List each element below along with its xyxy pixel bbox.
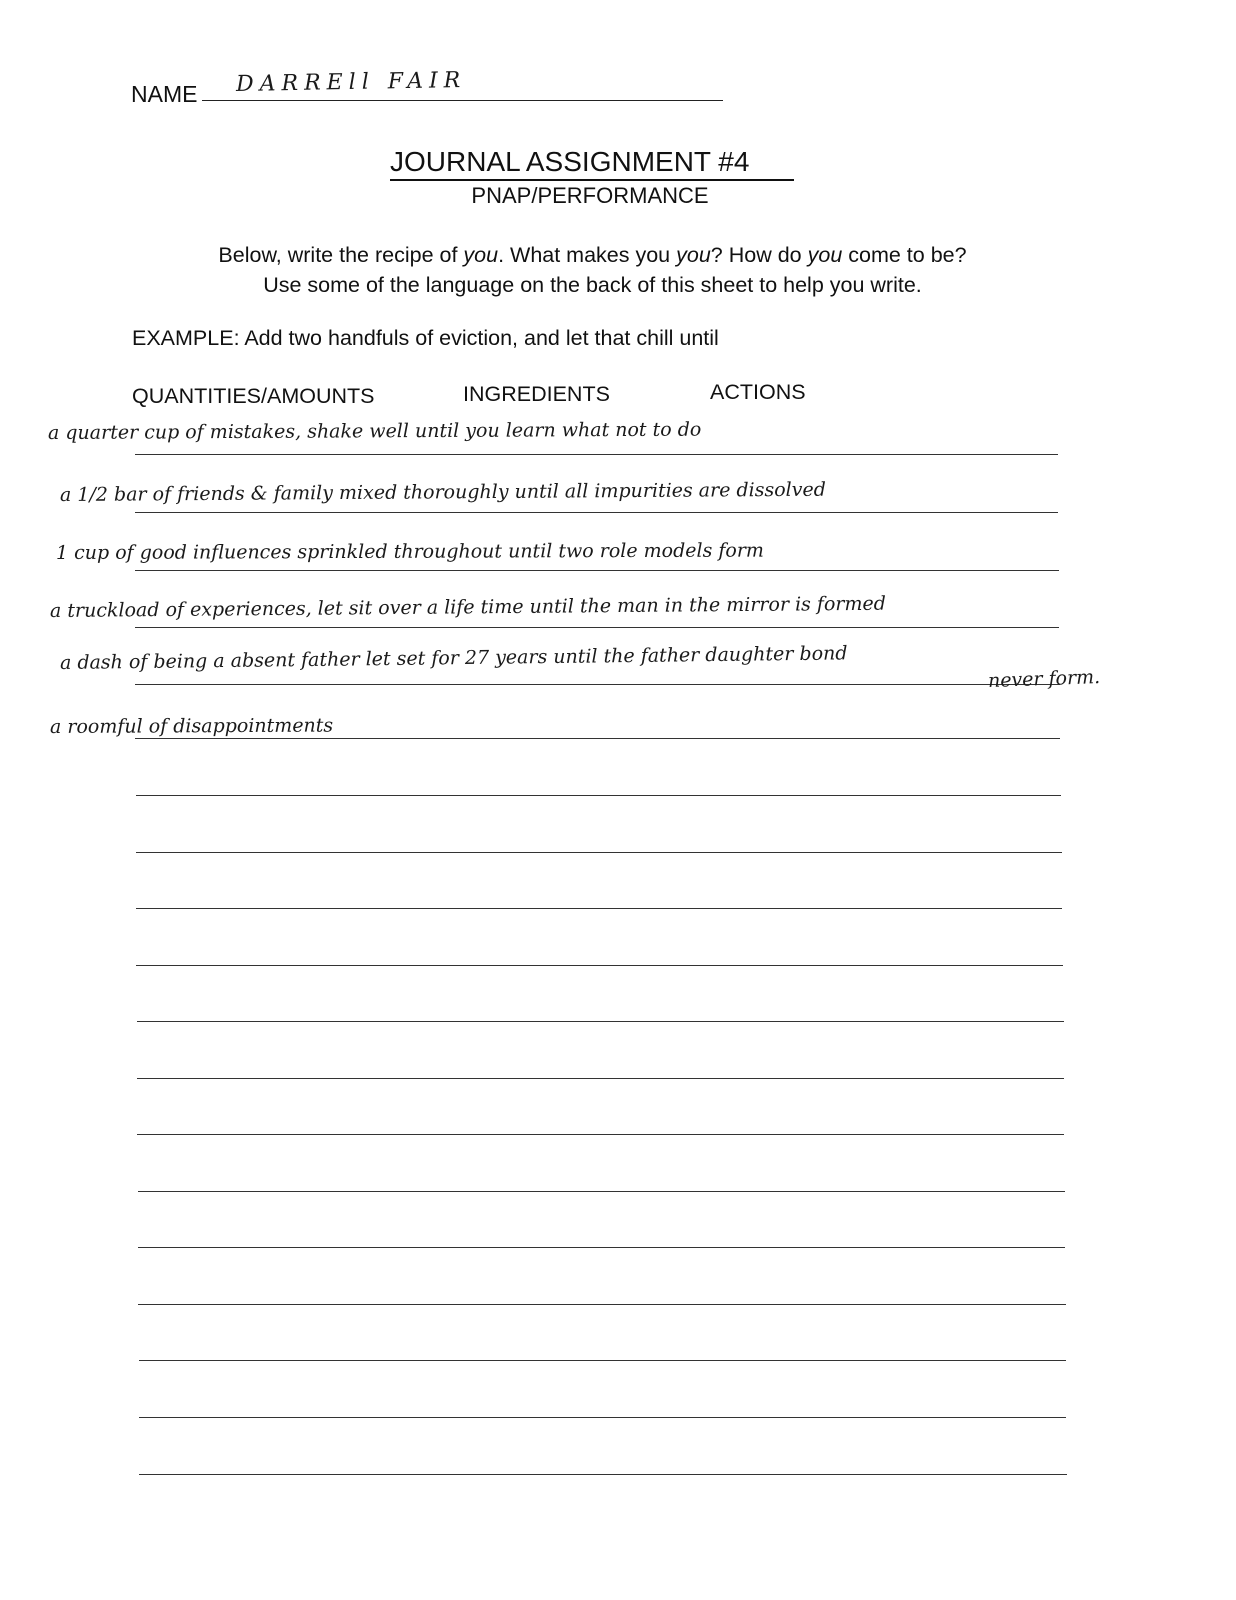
column-header-ingredients: INGREDIENTS bbox=[463, 382, 610, 406]
instructions-line-2: Use some of the language on the back of this sheet to help you write. bbox=[263, 273, 922, 297]
handwritten-entry-3: 1 cup of good influences sprinkled throughout until two role models form bbox=[55, 539, 764, 564]
ruled-line bbox=[136, 965, 1063, 966]
ruled-line bbox=[135, 684, 1060, 685]
handwritten-entry-1: a quarter cup of mistakes, shake well until you learn what not to do bbox=[47, 418, 702, 444]
ruled-line bbox=[139, 1360, 1066, 1361]
ruled-line bbox=[135, 738, 1060, 739]
name-underline bbox=[202, 100, 723, 101]
instr-you-1: you bbox=[463, 243, 499, 267]
ruled-line bbox=[135, 454, 1058, 455]
instr-part-c: ? How do bbox=[710, 243, 808, 267]
name-label: NAME bbox=[131, 81, 198, 107]
column-header-actions: ACTIONS bbox=[710, 380, 806, 404]
handwritten-entry-5: a dash of being a absent father let set for 27 years until the father daughter bond bbox=[59, 642, 848, 674]
handwritten-entry-6: a roomful of disappointments bbox=[49, 714, 334, 738]
ruled-line bbox=[138, 1247, 1065, 1248]
handwritten-entry-5-continuation: never form. bbox=[987, 666, 1101, 692]
instr-part-d: come to be? bbox=[842, 243, 967, 267]
instructions bbox=[0, 240, 1185, 300]
handwritten-entry-2: a 1/2 bar of friends & family mixed thoroughly until all impurities are dissolved bbox=[59, 478, 826, 506]
page-title: JOURNAL ASSIGNMENT #4 bbox=[390, 146, 794, 181]
ruled-line bbox=[139, 1417, 1066, 1418]
instr-part-a: Below, write the recipe of bbox=[218, 243, 464, 267]
instr-you-3: you bbox=[807, 243, 843, 267]
ruled-line bbox=[135, 570, 1059, 571]
ruled-line bbox=[138, 1191, 1065, 1192]
ruled-line bbox=[136, 795, 1061, 796]
ruled-line bbox=[138, 1304, 1066, 1305]
ruled-line bbox=[136, 908, 1062, 909]
example-text: EXAMPLE: Add two handfuls of eviction, and let that chill until bbox=[132, 326, 719, 350]
ruled-line bbox=[135, 512, 1058, 513]
ruled-line bbox=[139, 1474, 1067, 1475]
instructions-line-1 bbox=[0, 240, 1185, 270]
ruled-line bbox=[137, 1078, 1064, 1079]
ruled-line bbox=[137, 1134, 1064, 1135]
instr-part-b: . What makes you bbox=[498, 243, 677, 267]
name-value: DARREll FAIR bbox=[235, 67, 467, 97]
ruled-line bbox=[135, 627, 1059, 628]
instr-you-2: you bbox=[676, 243, 711, 267]
page-subtitle: PNAP/PERFORMANCE bbox=[471, 183, 709, 208]
handwritten-entry-4: a truckload of experiences, let sit over a life time until the man in the mirror is formed bbox=[49, 592, 886, 622]
column-header-quantities: QUANTITIES/AMOUNTS bbox=[132, 384, 375, 408]
ruled-line bbox=[137, 1021, 1064, 1022]
ruled-line bbox=[136, 852, 1062, 853]
